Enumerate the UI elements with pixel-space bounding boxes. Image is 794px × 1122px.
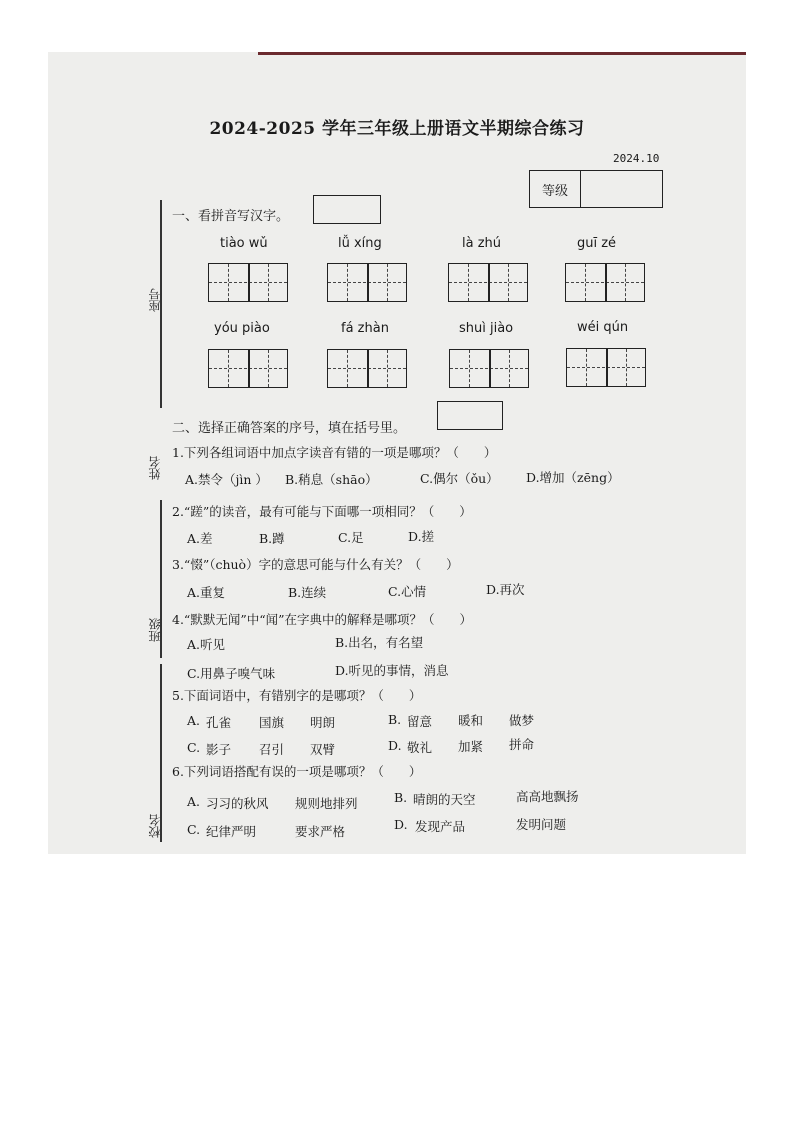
q5-option-b-letter: B. bbox=[388, 712, 402, 727]
q6-option-a-phrase2: 规则地排列 bbox=[295, 796, 358, 811]
q2-option-d: D.搓 bbox=[408, 529, 435, 544]
q5-option-a-word1: 孔雀 bbox=[206, 715, 232, 730]
q6-option-b-phrase2: 高高地飘扬 bbox=[516, 789, 579, 804]
section1-score-box[interactable] bbox=[313, 195, 381, 224]
q2-option-a: A.差 bbox=[187, 531, 213, 546]
q6-option-c-phrase1: 纪律严明 bbox=[206, 824, 257, 839]
section2-heading: 二、选择正确答案的序号，填在括号里。 bbox=[172, 421, 407, 436]
exam-date: 2024.10 bbox=[613, 152, 660, 165]
side-label-seat: 座号 bbox=[148, 288, 162, 312]
section2-score-box[interactable] bbox=[437, 401, 503, 430]
q5-option-a-word3: 明朗 bbox=[310, 715, 336, 730]
question-5: 5.下面词语中，有错别字的是哪项？（ ） bbox=[172, 688, 422, 703]
q5-option-b-word3: 做梦 bbox=[509, 713, 535, 728]
side-label-school: 校名 bbox=[148, 814, 162, 838]
q6-option-d-phrase2: 发明问题 bbox=[516, 817, 567, 832]
q1-option-a: A.禁令（jìn ） bbox=[185, 472, 268, 487]
q1-option-d: D.增加（zēng） bbox=[526, 470, 620, 485]
grade-label: 等级 bbox=[530, 171, 581, 207]
grade-box bbox=[529, 170, 663, 208]
q5-option-d-letter: D. bbox=[388, 738, 402, 753]
writing-grid[interactable] bbox=[208, 349, 288, 388]
q4-option-d: D.听见的事情，消息 bbox=[335, 663, 449, 678]
question-6: 6.下列词语搭配有误的一项是哪项？（ ） bbox=[172, 764, 422, 779]
pinyin-label: tiào wǔ bbox=[220, 236, 268, 251]
grade-field[interactable] bbox=[581, 171, 662, 207]
q6-option-d-letter: D. bbox=[394, 817, 408, 832]
page-title: 2024-2025 学年三年级上册语文半期综合练习 bbox=[209, 119, 585, 139]
pinyin-label: shuì jiào bbox=[459, 321, 514, 336]
q1-option-b: B.稍息（shāo） bbox=[285, 472, 378, 487]
top-edge-line bbox=[258, 52, 746, 55]
writing-grid[interactable] bbox=[327, 263, 407, 302]
q3-option-d: D.再次 bbox=[486, 582, 525, 597]
q5-option-a-word2: 国旗 bbox=[259, 715, 285, 730]
pinyin-label: yóu piào bbox=[214, 321, 270, 336]
q3-option-a: A.重复 bbox=[187, 585, 226, 600]
q5-option-c-letter: C. bbox=[187, 740, 201, 755]
q2-option-c: C.足 bbox=[338, 530, 364, 545]
pinyin-label: là zhú bbox=[462, 236, 502, 251]
q5-option-b-word1: 留意 bbox=[407, 714, 433, 729]
q5-option-a-letter: A. bbox=[187, 713, 201, 728]
question-1: 1.下列各组词语中加点字读音有错的一项是哪项？（ ） bbox=[172, 445, 497, 460]
pinyin-label: wéi qún bbox=[577, 320, 629, 335]
pinyin-label: fá zhàn bbox=[341, 321, 389, 336]
q6-option-b-phrase1: 晴朗的天空 bbox=[413, 792, 476, 807]
q4-option-c: C.用鼻子嗅气味 bbox=[187, 666, 276, 681]
q4-option-a: A.听见 bbox=[187, 637, 226, 652]
q1-option-c: C.偶尔（ǒu） bbox=[420, 471, 499, 486]
writing-grid[interactable] bbox=[208, 263, 288, 302]
question-4: 4.“默默无闻”中“闻”在字典中的解释是哪项？（ ） bbox=[172, 612, 472, 627]
q6-option-a-letter: A. bbox=[187, 794, 201, 809]
writing-grid[interactable] bbox=[448, 263, 528, 302]
q3-option-b: B.连续 bbox=[288, 585, 327, 600]
exam-sheet bbox=[48, 52, 746, 854]
side-label-name: 姓名 bbox=[148, 456, 162, 480]
q4-option-b: B.出名，有名望 bbox=[335, 635, 424, 650]
pinyin-label: guī zé bbox=[577, 236, 617, 251]
pinyin-label: lǚ xíng bbox=[338, 236, 382, 251]
section1-heading: 一、看拼音写汉字。 bbox=[172, 209, 290, 224]
writing-grid[interactable] bbox=[565, 263, 645, 302]
writing-grid[interactable] bbox=[566, 348, 646, 387]
q5-option-d-word3: 拼命 bbox=[509, 737, 535, 752]
writing-grid[interactable] bbox=[449, 349, 529, 388]
q2-option-b: B.蹲 bbox=[259, 531, 285, 546]
q6-option-c-letter: C. bbox=[187, 822, 201, 837]
question-3: 3.“惙”（chuò）字的意思可能与什么有关？（ ） bbox=[172, 557, 459, 572]
q5-option-b-word2: 暖和 bbox=[458, 713, 484, 728]
q5-option-c-word3: 双臂 bbox=[310, 742, 336, 757]
q5-option-d-word1: 敬礼 bbox=[407, 740, 433, 755]
question-2: 2.“蹉”的读音，最有可能与下面哪一项相同？（ ） bbox=[172, 504, 472, 519]
q3-option-c: C.心情 bbox=[388, 584, 427, 599]
q6-option-c-phrase2: 要求严格 bbox=[295, 824, 346, 839]
q6-option-a-phrase1: 习习的秋风 bbox=[206, 796, 269, 811]
q6-option-d-phrase1: 发现产品 bbox=[415, 819, 466, 834]
q5-option-d-word2: 加紧 bbox=[458, 739, 484, 754]
q6-option-b-letter: B. bbox=[394, 790, 408, 805]
side-label-class: 班级 bbox=[148, 618, 162, 642]
writing-grid[interactable] bbox=[327, 349, 407, 388]
q5-option-c-word2: 召引 bbox=[259, 742, 285, 757]
q5-option-c-word1: 影子 bbox=[206, 742, 232, 757]
